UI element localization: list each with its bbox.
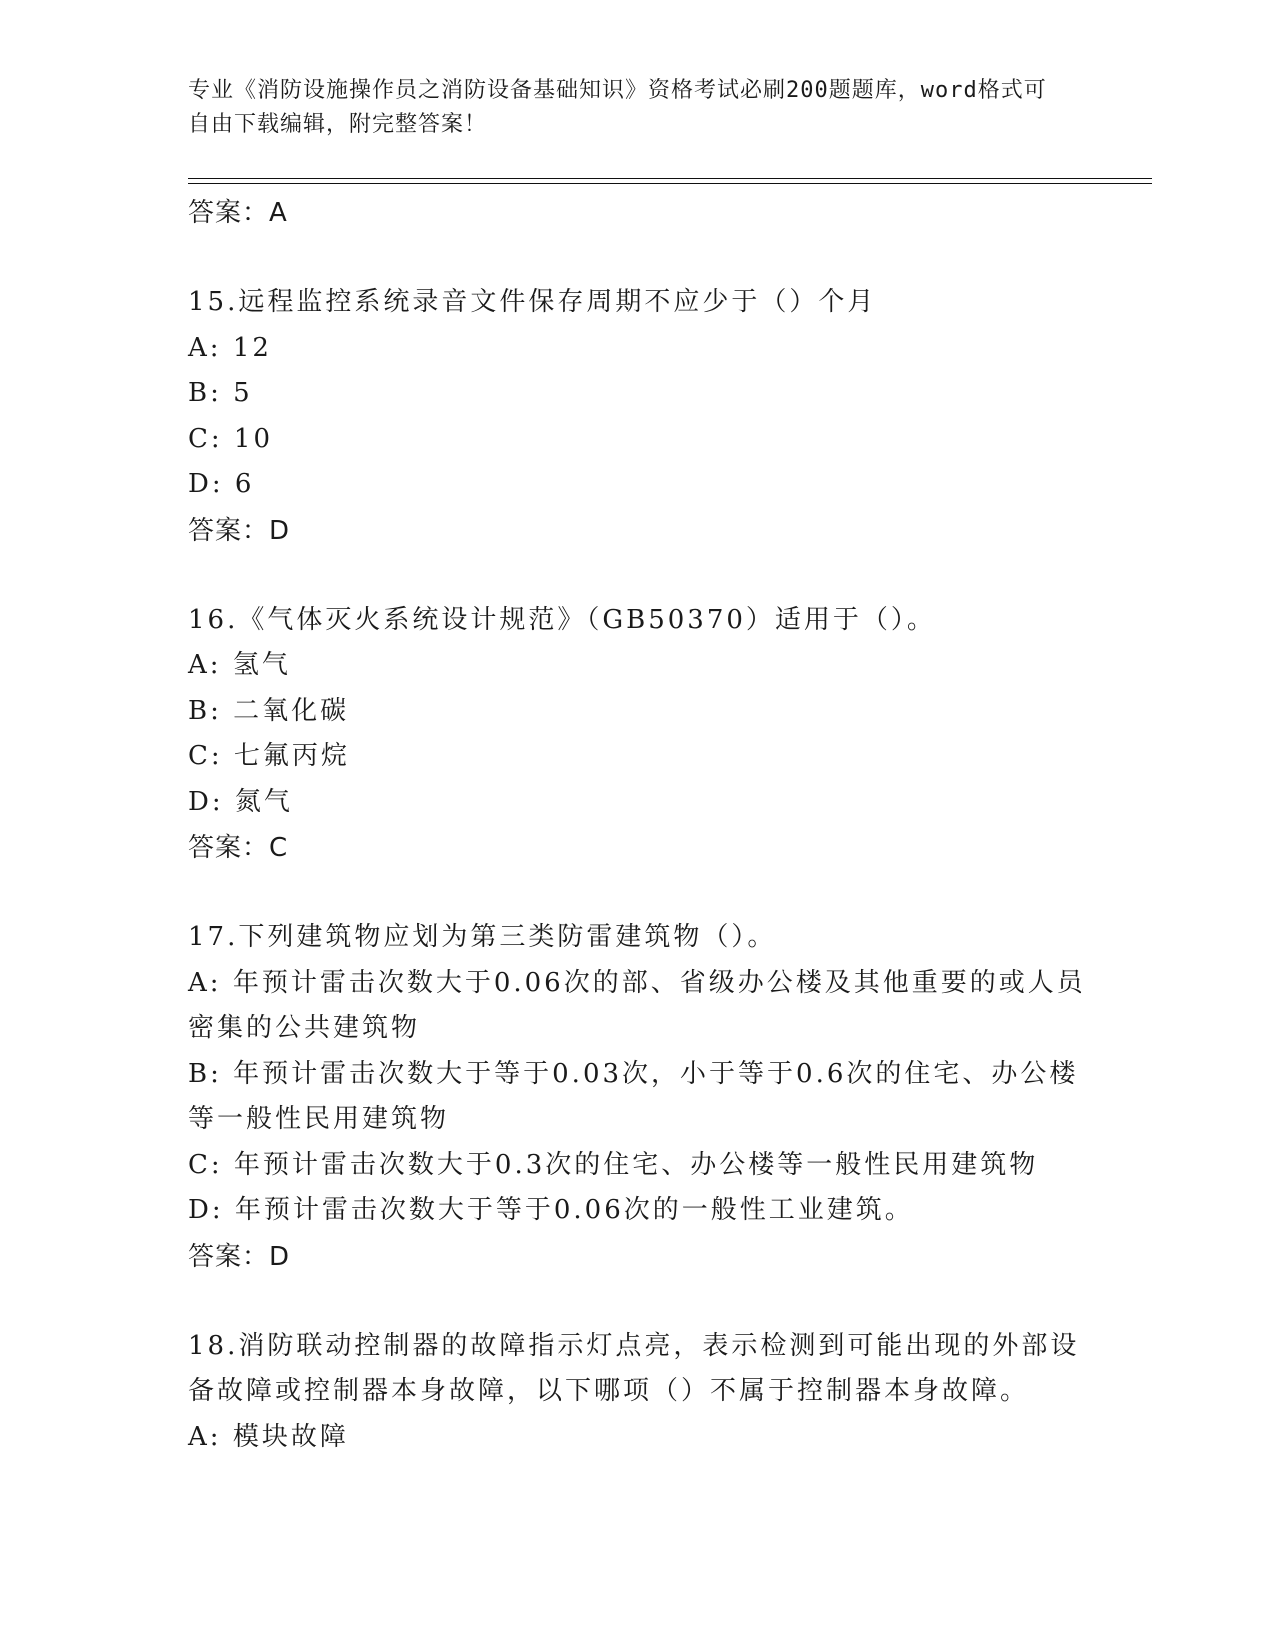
option-a: A: 12 bbox=[188, 332, 272, 363]
question-17 bbox=[188, 915, 1088, 1280]
answer-line: 答案：C bbox=[188, 833, 289, 863]
question-stem: 17.下列建筑物应划为第三类防雷建筑物（）。 bbox=[188, 922, 777, 952]
header-rule-bottom bbox=[188, 183, 1152, 184]
option-b: B: 二氧化碳 bbox=[188, 695, 350, 726]
question-stem: 16.《气体灭火系统设计规范》（GB50370）适用于（）。 bbox=[188, 604, 936, 635]
header-rule-top bbox=[188, 178, 1152, 179]
answer-line: 答案：D bbox=[188, 515, 291, 546]
option-b: B: 5 bbox=[188, 378, 253, 408]
question-stem: 18.消防联动控制器的故障指示灯点亮，表示检测到可能出现的外部设备故障或控制器本身故障，以下哪项（）不属于控制器本身故障。 bbox=[188, 1330, 1080, 1406]
option-a: A: 氢气 bbox=[188, 650, 291, 680]
question-stem: 15.远程监控系统录音文件保存周期不应少于（）个月 bbox=[188, 287, 877, 317]
option-d: D: 氮气 bbox=[188, 786, 293, 817]
document-header: 专业《消防设施操作员之消防设备基础知识》资格考试必刷200题题库，word格式可自由下载编辑，附完整答案！ bbox=[188, 78, 1047, 137]
option-a: A: 年预计雷击次数大于0.06次的部、省级办公楼及其他重要的或人员密集的公共建筑物 bbox=[188, 967, 1086, 1043]
option-c: C: 10 bbox=[188, 423, 274, 454]
question-15 bbox=[188, 280, 1088, 554]
option-a: A: 模块故障 bbox=[188, 1421, 349, 1452]
option-d: D: 6 bbox=[188, 469, 255, 499]
option-c: C: 年预计雷击次数大于0.3次的住宅、办公楼等一般性民用建筑物 bbox=[188, 1149, 1039, 1180]
answer-line: 答案：A bbox=[188, 198, 288, 228]
question-18 bbox=[188, 1324, 1088, 1461]
answer-line: 答案：D bbox=[188, 1241, 291, 1272]
option-d: D: 年预计雷击次数大于等于0.06次的一般性工业建筑。 bbox=[188, 1195, 914, 1225]
question-16 bbox=[188, 598, 1088, 872]
option-b: B: 年预计雷击次数大于等于0.03次，小于等于0.6次的住宅、办公楼等一般性民用建筑物 bbox=[188, 1058, 1079, 1134]
question-list bbox=[188, 190, 1088, 1460]
option-c: C: 七氟丙烷 bbox=[188, 741, 350, 771]
